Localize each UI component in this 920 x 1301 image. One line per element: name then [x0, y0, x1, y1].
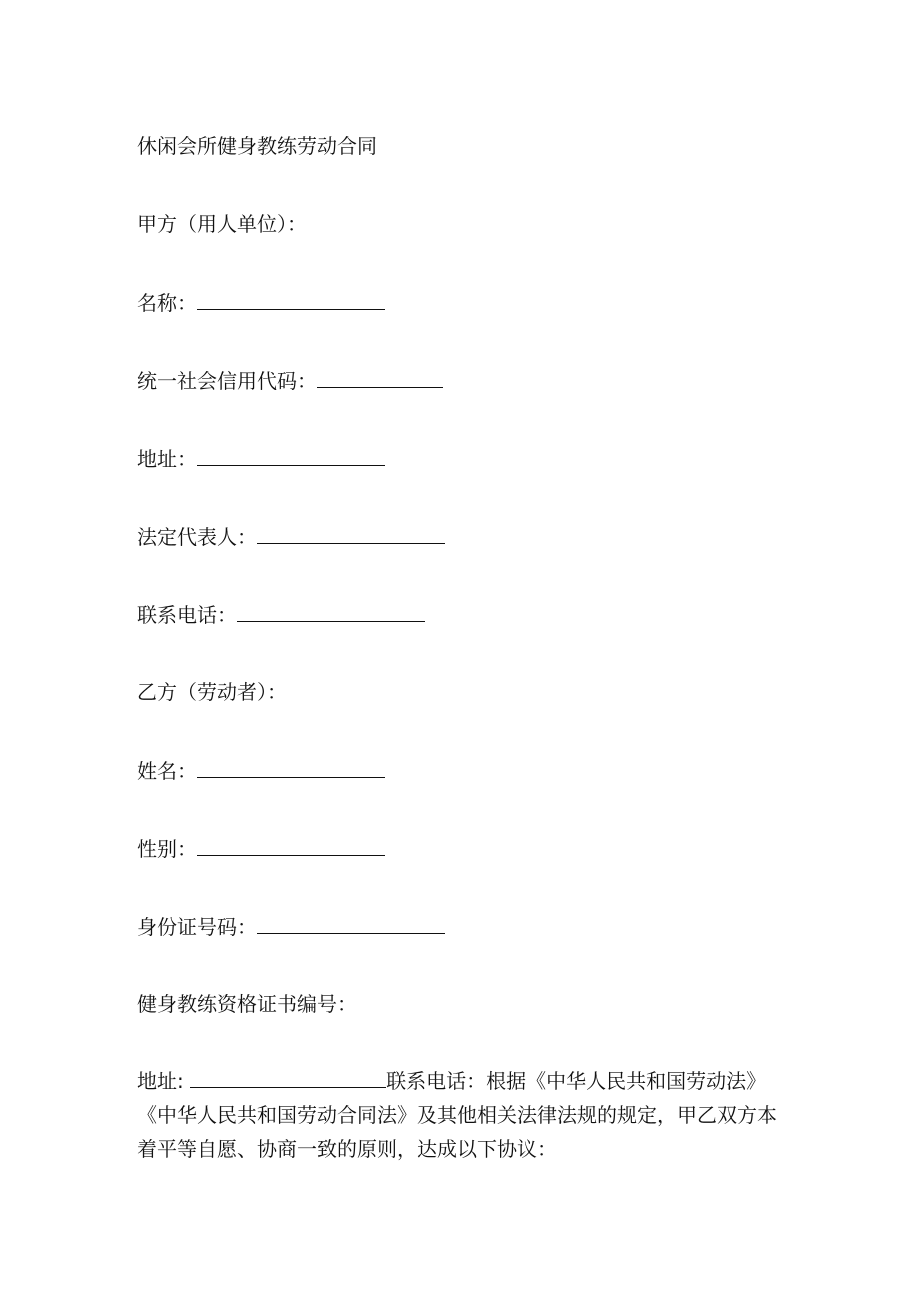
party-a-credit-code-label: 统一社会信用代码： — [137, 369, 317, 393]
party-a-credit-code-blank[interactable] — [317, 367, 443, 388]
party-a-phone-label: 联系电话： — [137, 603, 237, 627]
party-a-name-blank[interactable] — [197, 289, 385, 310]
party-b-id-label: 身份证号码： — [137, 915, 257, 939]
party-a-legal-rep-row — [137, 523, 445, 550]
closing-phone-text: 联系电话：根据《中华人民共和国劳动法》 — [386, 1069, 767, 1093]
closing-line-3: 着平等自愿、协商一致的原则，达成以下协议： — [137, 1137, 557, 1161]
contract-title: 休闲会所健身教练劳动合同 — [137, 134, 377, 158]
party-a-phone-row — [137, 601, 425, 628]
closing-line-2: 《中华人民共和国劳动合同法》及其他相关法律法规的规定，甲乙双方本 — [137, 1103, 777, 1127]
party-a-address-row — [137, 445, 385, 472]
party-b-gender-blank[interactable] — [197, 835, 385, 856]
party-a-name-row — [137, 289, 385, 316]
party-a-legal-rep-label: 法定代表人： — [137, 525, 257, 549]
party-b-name-row — [137, 757, 385, 784]
party-b-cert-row: 健身教练资格证书编号： — [137, 992, 357, 1016]
closing-line-1 — [137, 1064, 787, 1098]
closing-address-label: 地址: — [137, 1069, 191, 1093]
party-b-id-blank[interactable] — [257, 913, 445, 934]
party-a-address-blank[interactable] — [197, 445, 385, 466]
party-a-address-label: 地址： — [137, 447, 197, 471]
party-a-name-label: 名称： — [137, 291, 197, 315]
party-a-heading: 甲方（用人单位）： — [137, 212, 307, 236]
party-b-name-label: 姓名： — [137, 759, 197, 783]
party-b-id-row — [137, 913, 445, 940]
party-a-phone-blank[interactable] — [237, 601, 425, 622]
closing-paragraph — [137, 1064, 787, 1166]
party-b-gender-row — [137, 835, 385, 862]
party-a-legal-rep-blank[interactable] — [257, 523, 445, 544]
party-b-heading: 乙方（劳动者）： — [137, 680, 287, 704]
party-a-credit-code-row — [137, 367, 443, 394]
party-b-name-blank[interactable] — [197, 757, 385, 778]
closing-address-blank[interactable] — [190, 1067, 386, 1088]
party-b-gender-label: 性别： — [137, 837, 197, 861]
